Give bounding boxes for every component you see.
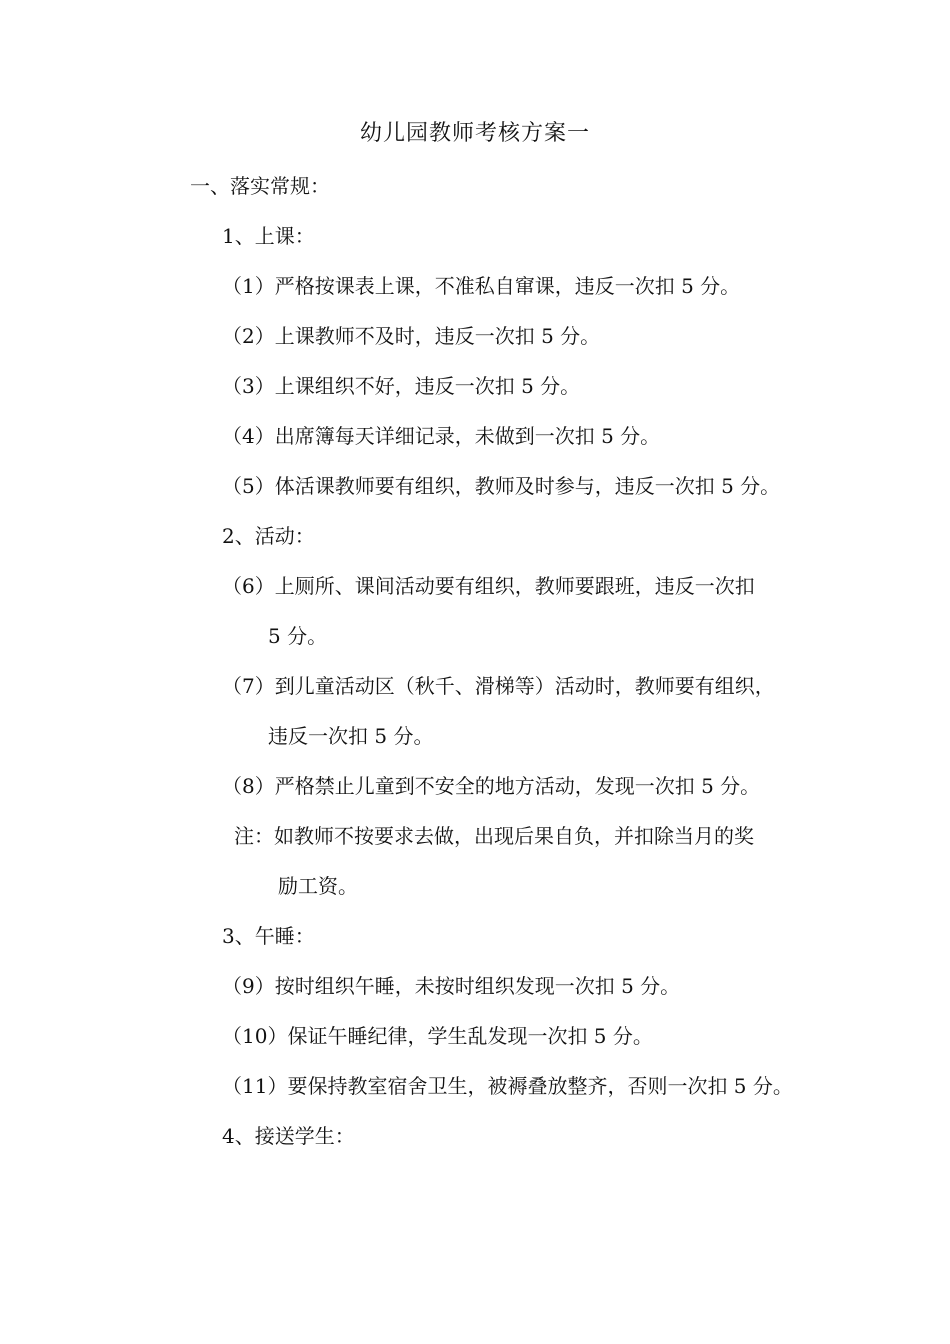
subsection-pickup: 4、接送学生： — [222, 1124, 355, 1148]
rule-item-6-continued: 5 分。 — [268, 624, 328, 648]
rule-item-10: （10）保证午睡纪律，学生乱发现一次扣 5 分。 — [222, 1024, 653, 1048]
subsection-class: 1、上课： — [222, 224, 315, 248]
rule-item-11: （11）要保持教室宿舍卫生，被褥叠放整齐，否则一次扣 5 分。 — [222, 1074, 793, 1098]
subsection-nap: 3、午睡： — [222, 924, 315, 948]
rule-item-7: （7）到儿童活动区（秋千、滑梯等）活动时，教师要有组织， — [222, 674, 775, 698]
rule-item-4: （4）出席簿每天详细记录，未做到一次扣 5 分。 — [222, 424, 661, 448]
note: 注：如教师不按要求去做，出现后果自负，并扣除当月的奖 — [234, 824, 754, 848]
rule-item-9: （9）按时组织午睡，未按时组织发现一次扣 5 分。 — [222, 974, 681, 998]
document-title: 幼儿园教师考核方案一 — [359, 121, 590, 146]
rule-item-5: （5）体活课教师要有组织，教师及时参与，违反一次扣 5 分。 — [222, 474, 781, 498]
rule-item-3: （3）上课组织不好，违反一次扣 5 分。 — [222, 374, 581, 398]
subsection-activity: 2、活动： — [222, 524, 315, 548]
rule-item-8: （8）严格禁止儿童到不安全的地方活动，发现一次扣 5 分。 — [222, 774, 761, 798]
section-heading-1: 一、落实常规： — [190, 174, 330, 198]
rule-item-6: （6）上厕所、课间活动要有组织，教师要跟班，违反一次扣 — [222, 574, 755, 598]
rule-item-2: （2）上课教师不及时，违反一次扣 5 分。 — [222, 324, 601, 348]
note-continued: 励工资。 — [278, 874, 358, 898]
rule-item-1: （1）严格按课表上课，不准私自窜课，违反一次扣 5 分。 — [222, 274, 741, 298]
rule-item-7-continued: 违反一次扣 5 分。 — [268, 724, 434, 748]
